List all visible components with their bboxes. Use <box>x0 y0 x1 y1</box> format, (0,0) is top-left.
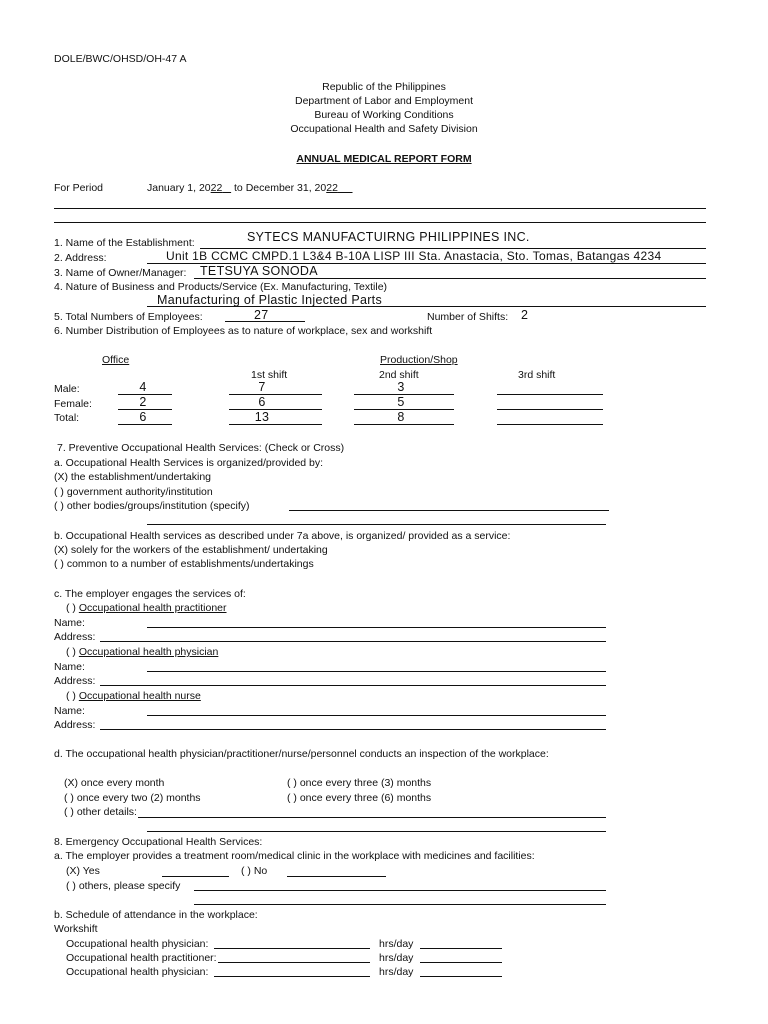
shifts-label: Number of Shifts: <box>427 311 509 323</box>
clinic-others[interactable]: ( ) others, please specify <box>66 880 181 892</box>
schedule-physician-line[interactable] <box>214 948 370 949</box>
physician-address-label: Address: <box>54 675 96 687</box>
shift1-total-line <box>229 424 322 425</box>
physician-name-line[interactable] <box>147 671 606 672</box>
total-employees-value[interactable]: 27 <box>254 308 269 322</box>
section7c-label: c. The employer engages the services of: <box>54 588 246 600</box>
clinic-others-line-2[interactable] <box>194 904 606 905</box>
period-end-year[interactable]: 22 <box>326 182 338 194</box>
total-employees-label: 5. Total Numbers of Employees: <box>54 311 203 323</box>
header-division: Occupational Health and Safety Division <box>290 123 478 135</box>
shift1-female-value[interactable]: 6 <box>258 395 266 409</box>
nurse-name-line[interactable] <box>147 715 606 716</box>
inspection-two-months[interactable]: ( ) once every two (2) months <box>64 792 201 804</box>
period-label: For Period <box>54 182 104 194</box>
header-bureau: Bureau of Working Conditions <box>314 109 454 121</box>
establishment-value[interactable]: SYTECS MANUFACTUIRNG PHILIPPINES INC. <box>247 230 530 244</box>
section7b-option-solely[interactable]: (X) solely for the workers of the establishment/ undertaking <box>54 544 328 556</box>
nature-value[interactable]: Manufacturing of Plastic Injected Parts <box>157 293 382 307</box>
shift3-female-line[interactable] <box>497 409 603 410</box>
total-label: Total: <box>54 412 80 424</box>
practitioner-address-label: Address: <box>54 631 96 643</box>
shift2-total-value[interactable]: 8 <box>397 410 405 424</box>
nature-label: 4. Nature of Business and Products/Service (Ex. Manufacturing, Textile) <box>54 281 388 293</box>
clinic-no[interactable]: ( ) No <box>241 865 268 877</box>
shift1-total-value[interactable]: 13 <box>254 410 270 424</box>
schedule-physician-hrs: hrs/day <box>379 938 414 950</box>
section7a-label: a. Occupational Health Services is organized/provided by: <box>54 457 324 469</box>
section7a-option-other[interactable]: ( ) other bodies/groups/institution (specify) <box>54 500 250 512</box>
office-total-value[interactable]: 6 <box>139 410 147 424</box>
distribution-label: 6. Number Distribution of Employees as to nature of workplace, sex and workshift <box>54 325 433 337</box>
section7-title: 7. Preventive Occupational Health Services: (Check or Cross) <box>57 442 345 454</box>
period-start-prefix: January 1, 20 <box>147 182 211 194</box>
address-label: 2. Address: <box>54 252 107 264</box>
physician-name-label: Name: <box>54 661 85 673</box>
male-label: Male: <box>54 383 80 395</box>
nature-line <box>147 306 706 307</box>
divider-line <box>54 222 706 223</box>
female-label: Female: <box>54 398 92 410</box>
period-to: to December 31, 20 <box>234 182 327 194</box>
office-male-value[interactable]: 4 <box>139 380 147 394</box>
schedule-physician-2-line[interactable] <box>214 976 370 977</box>
clinic-others-line[interactable] <box>194 890 606 891</box>
nurse-address-line[interactable] <box>100 729 606 730</box>
schedule-physician-2-hrs-line[interactable] <box>420 976 502 977</box>
other-specify-line-2[interactable] <box>147 524 606 525</box>
section7a-option-establishment[interactable]: (X) the establishment/undertaking <box>54 471 212 483</box>
clinic-yes[interactable]: (X) Yes <box>66 865 100 877</box>
form-title: ANNUAL MEDICAL REPORT FORM <box>296 153 472 165</box>
header-department: Department of Labor and Employment <box>294 95 473 107</box>
clinic-yes-line[interactable] <box>162 876 229 877</box>
section8b-label: b. Schedule of attendance in the workplace: <box>54 909 258 921</box>
other-details-line[interactable] <box>138 817 606 818</box>
practitioner-option[interactable]: ( ) Occupational health practitioner <box>66 602 227 614</box>
schedule-practitioner-label: Occupational health practitioner: <box>66 952 217 964</box>
shift3-total-line[interactable] <box>497 424 603 425</box>
physician-option[interactable]: ( ) Occupational health physician <box>66 646 219 658</box>
inspection-other[interactable]: ( ) other details: <box>64 806 137 818</box>
period-range <box>147 182 353 194</box>
shift1-male-value[interactable]: 7 <box>258 380 266 394</box>
period-start-year[interactable]: 22 <box>210 182 223 194</box>
address-value[interactable]: Unit 1B CCMC CMPD.1 L3&4 B-10A LISP III Sta. Anastacia, Sto. Tomas, Batangas 4234 <box>166 249 662 263</box>
schedule-practitioner-hrs-line[interactable] <box>420 962 502 963</box>
workshift-label: Workshift <box>54 923 98 935</box>
total-employees-line <box>225 321 305 322</box>
schedule-physician-label: Occupational health physician: <box>66 938 209 950</box>
shift3-male-line[interactable] <box>497 394 603 395</box>
schedule-practitioner-hrs: hrs/day <box>379 952 414 964</box>
inspection-monthly[interactable]: (X) once every month <box>64 777 165 789</box>
shift1-header: 1st shift <box>251 369 288 381</box>
divider-line <box>54 208 706 209</box>
office-header: Office <box>102 354 130 366</box>
owner-label: 3. Name of Owner/Manager: <box>54 267 187 279</box>
nurse-option[interactable]: ( ) Occupational health nurse <box>66 690 201 702</box>
shift3-header: 3rd shift <box>518 369 556 381</box>
nurse-address-label: Address: <box>54 719 96 731</box>
other-specify-line[interactable] <box>289 510 609 511</box>
owner-line <box>194 278 706 279</box>
section8a-label: a. The employer provides a treatment room/medical clinic in the workplace with medicines and facilities: <box>54 850 535 862</box>
production-header: Production/Shop <box>380 354 458 366</box>
header-republic: Republic of the Philippines <box>322 81 446 93</box>
schedule-physician-2-label: Occupational health physician: <box>66 966 209 978</box>
section8-title: 8. Emergency Occupational Health Services: <box>54 836 263 848</box>
shift2-male-value[interactable]: 3 <box>397 380 405 394</box>
section7b-option-common[interactable]: ( ) common to a number of establishments/undertakings <box>54 558 314 570</box>
other-details-line-2[interactable] <box>147 831 606 832</box>
section7b-label: b. Occupational Health services as described under 7a above, is organized/ provided as a service: <box>54 530 511 542</box>
inspection-six-months[interactable]: ( ) once every three (6) months <box>287 792 432 804</box>
physician-address-line[interactable] <box>100 685 606 686</box>
form-code: DOLE/BWC/OHSD/OH-47 A <box>54 53 187 65</box>
shift2-header: 2nd shift <box>379 369 419 381</box>
practitioner-name-line[interactable] <box>147 627 606 628</box>
section7a-option-government[interactable]: ( ) government authority/institution <box>54 486 213 498</box>
schedule-physician-2-hrs: hrs/day <box>379 966 414 978</box>
section7d-label: d. The occupational health physician/practitioner/nurse/personnel conducts an inspection of the workplace: <box>54 748 549 760</box>
inspection-three-months[interactable]: ( ) once every three (3) months <box>287 777 432 789</box>
office-total-line <box>118 424 172 425</box>
practitioner-address-line[interactable] <box>100 641 606 642</box>
nurse-name-label: Name: <box>54 705 85 717</box>
office-female-value[interactable]: 2 <box>139 395 147 409</box>
establishment-label: 1. Name of the Establishment: <box>54 237 195 249</box>
schedule-physician-hrs-line[interactable] <box>420 948 502 949</box>
shift2-total-line <box>354 424 454 425</box>
owner-value[interactable]: TETSUYA SONODA <box>200 264 318 278</box>
clinic-no-line[interactable] <box>287 876 386 877</box>
schedule-practitioner-line[interactable] <box>218 962 370 963</box>
shifts-value[interactable]: 2 <box>521 308 529 322</box>
practitioner-name-label: Name: <box>54 617 85 629</box>
shift2-female-value[interactable]: 5 <box>397 395 405 409</box>
